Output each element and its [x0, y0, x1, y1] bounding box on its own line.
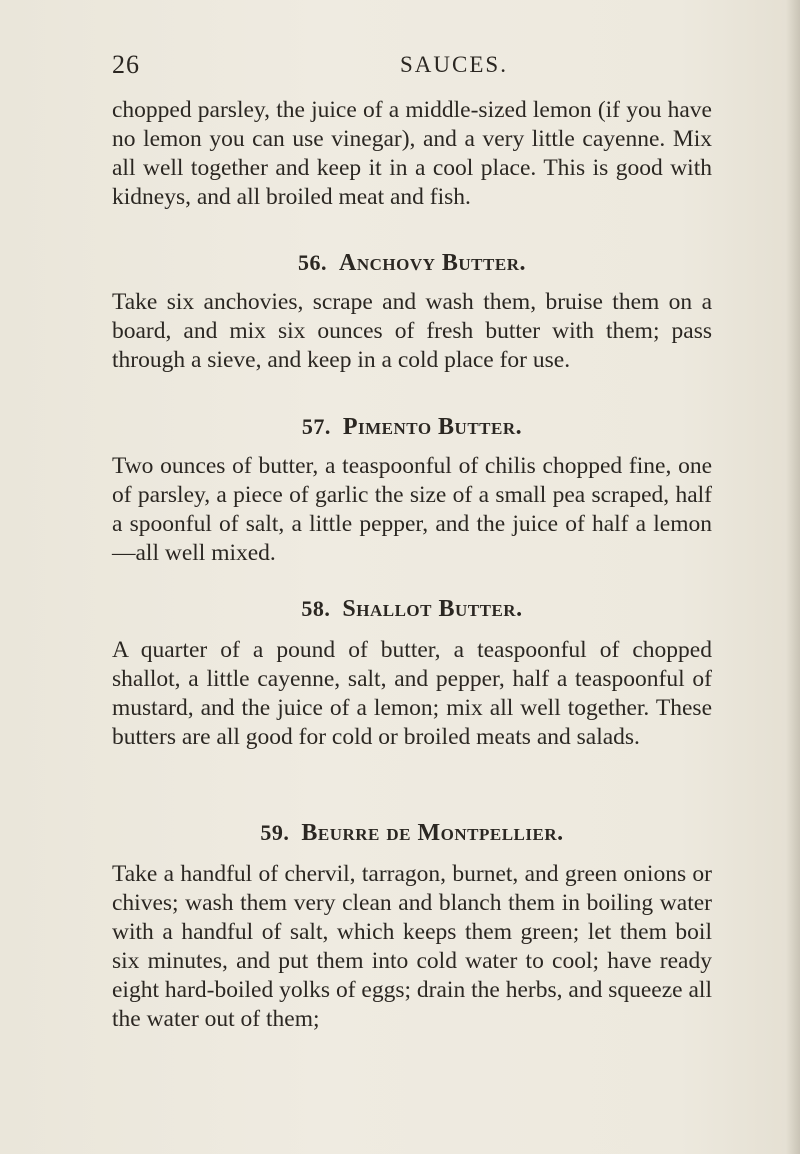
- paragraph-anchovy-butter: Take six anchovies, scrape and wash them, bruise them on a board, and mix six ounces of fresh butter with them; pass through a sieve, and keep in a cold place for use.: [112, 289, 712, 373]
- heading-title: Pimento Butter.: [342, 414, 523, 440]
- heading-title: Anchovy Butter.: [339, 250, 526, 276]
- paragraph-pimento-butter: Two ounces of butter, a teaspoonful of chilis chopped fine, one of parsley, a piece of garlic the size of a small pea scraped, half a spoonful of salt, a little pepper, and the juice of half a lemon—all well mixed.: [112, 453, 712, 566]
- paragraph-shallot-butter: A quarter of a pound of butter, a teaspoonful of chopped shallot, a little cayenne, salt, and pepper, half a teaspoonful of mustard, and the juice of a lemon; mix all well together. These butters are all good for cold or broiled meats and salads.: [112, 637, 712, 750]
- heading-number: 57.: [301, 414, 331, 439]
- page-number: 26: [112, 50, 140, 79]
- heading-title: Beurre de Montpellier.: [301, 820, 564, 846]
- page-edge-shadow: [786, 0, 800, 1154]
- running-head: [0, 50, 800, 84]
- heading-title: Shallot Butter.: [342, 596, 523, 622]
- heading-shallot-butter: [112, 594, 712, 624]
- heading-number: 58.: [301, 596, 331, 621]
- heading-anchovy-butter: [112, 248, 712, 278]
- paragraph-intro: chopped parsley, the juice of a middle-sized lemon (if you have no lemon you can use vinegar), and a very little cayenne. Mix all well together and keep it in a cool place. This is good with kidneys, and all broiled meat and fish.: [112, 97, 712, 210]
- running-head-title: SAUCES.: [400, 52, 508, 77]
- paragraph-beurre-de-montpellier: Take a handful of chervil, tarragon, burnet, and green onions or chives; wash them very clean and blanch them in boiling water with a handful of salt, which keeps them green; let them boil six minutes, and put them into cold water to cool; have ready eight hard-boiled yolks of eggs; drain the herbs, and squeeze all the water out of them;: [112, 861, 712, 1032]
- heading-number: 59.: [260, 820, 290, 845]
- heading-pimento-butter: [112, 412, 712, 442]
- heading-number: 56.: [298, 250, 328, 275]
- heading-beurre-de-montpellier: [112, 818, 712, 848]
